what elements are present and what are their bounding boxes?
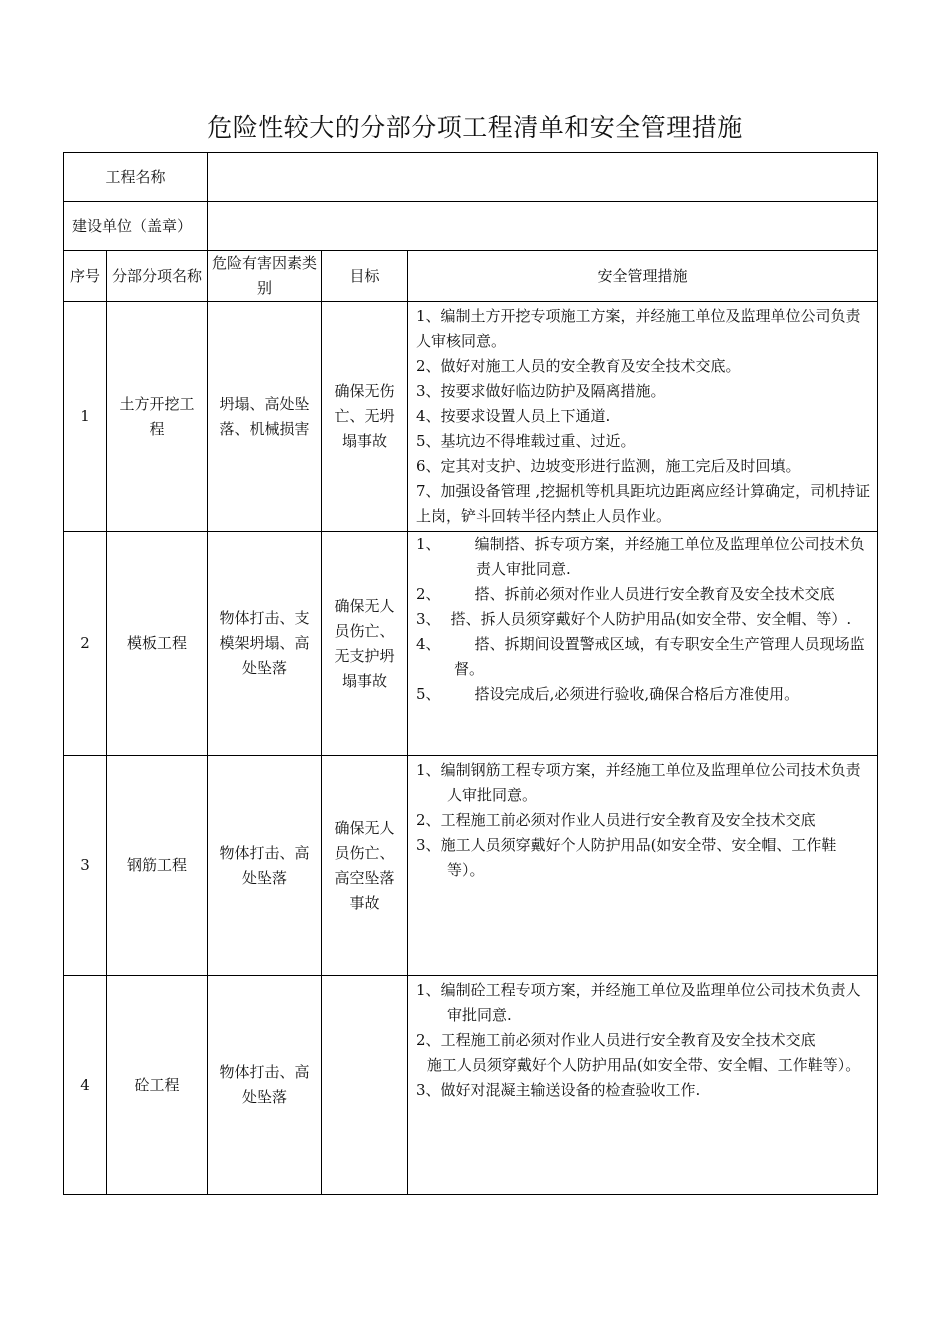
- measure-num: 3、: [416, 836, 441, 854]
- builder-value: [208, 202, 878, 251]
- row-hazard: 坍塌、高处坠落、机械损害: [208, 302, 322, 532]
- measure-text: 搭、拆人员须穿戴好个人防护用品(如安全带、安全帽、等）.: [450, 610, 852, 628]
- row-item: 模板工程: [107, 532, 208, 756]
- header-item: 分部分项名称: [107, 251, 208, 302]
- measure-item: [416, 833, 871, 883]
- hazard-table: [63, 152, 878, 1195]
- builder-label: 建设单位（盖章）: [64, 202, 208, 251]
- header-measures: 安全管理措施: [408, 251, 878, 302]
- row-goal: [322, 976, 408, 1195]
- measure-item: [416, 582, 871, 607]
- measure-num: 1、: [416, 981, 441, 999]
- measure-item: [416, 682, 871, 707]
- table-row: [64, 532, 878, 756]
- header-row: [64, 251, 878, 302]
- measure-item: [416, 758, 871, 808]
- measure-item: 1、编制土方开挖专项施工方案，并经施工单位及监理单位公司负责人审核同意。: [416, 307, 861, 350]
- measure-num: 2、: [416, 585, 441, 603]
- measure-text: 搭、拆期间设置警戒区域，有专职安全生产管理人员现场监督。: [454, 635, 865, 678]
- measure-num: 1、: [416, 535, 441, 553]
- row-seq: 2: [64, 532, 107, 756]
- measure-item: [416, 607, 871, 632]
- measure-text: 工程施工前必须对作业人员进行安全教育及安全技术交底: [440, 1031, 816, 1049]
- row-measures: [408, 302, 878, 532]
- measure-num: 2、: [416, 811, 441, 829]
- measure-text: 施工人员须穿戴好个人防护用品(如安全带、安全帽、工作鞋等）。: [440, 836, 837, 879]
- measure-item: [416, 1078, 871, 1103]
- measure-item: [416, 632, 871, 682]
- row-measures: [408, 976, 878, 1195]
- measure-item: [416, 808, 871, 833]
- row-seq: 3: [64, 756, 107, 976]
- measure-item: [416, 1028, 871, 1053]
- measure-item: 7、加强设备管理 ,挖掘机等机具距坑边距离应经计算确定，司机持证上岗，铲斗回转半径内禁止人员作业。: [416, 482, 871, 525]
- page-title: 危险性较大的分部分项工程清单和安全管理措施: [207, 113, 743, 142]
- table-row: [64, 302, 878, 532]
- measure-item: 4、按要求设置人员上下通道.: [416, 407, 611, 425]
- row-goal: 确保无人员伤亡、无支护坍塌事故: [322, 532, 408, 756]
- measure-item: 5、基坑边不得堆载过重、过近。: [416, 432, 636, 450]
- measure-text: 编制砼工程专项方案，并经施工单位及监理单位公司技术负责人审批同意.: [440, 981, 861, 1024]
- project-name-label: 工程名称: [64, 153, 208, 202]
- row-measures: [408, 532, 878, 756]
- header-seq: 序号: [64, 251, 107, 302]
- measure-text: 3、做好对混凝主输送设备的检查验收工作.: [416, 1081, 701, 1099]
- measure-text: 编制钢筋工程专项方案，并经施工单位及监理单位公司技术负责人审批同意。: [440, 761, 861, 804]
- measure-text: 编制搭、拆专项方案，并经施工单位及监理单位公司技术负责人审批同意.: [474, 535, 865, 578]
- row-seq: 1: [64, 302, 107, 532]
- measure-item: [416, 1053, 871, 1078]
- header-goal: 目标: [322, 251, 408, 302]
- measure-text: 工程施工前必须对作业人员进行安全教育及安全技术交底: [440, 811, 816, 829]
- measure-num: 5、: [416, 685, 441, 703]
- row-hazard: 物体打击、支模架坍塌、高处坠落: [208, 532, 322, 756]
- row-hazard: 物体打击、高处坠落: [208, 756, 322, 976]
- measure-item: 2、做好对施工人员的安全教育及安全技术交底。: [416, 357, 741, 375]
- row-item: 土方开挖工程: [107, 302, 208, 532]
- row-goal: 确保无人员伤亡、高空坠落事故: [322, 756, 408, 976]
- measure-item: 6、定其对支护、边坡变形进行监测，施工完后及时回填。: [416, 457, 801, 475]
- measure-text: 施工人员须穿戴好个人防护用品(如安全带、安全帽、工作鞋等）。: [426, 1056, 861, 1074]
- row-measures: [408, 756, 878, 976]
- project-name-value: [208, 153, 878, 202]
- row-goal: 确保无伤亡、无坍塌事故: [322, 302, 408, 532]
- builder-row: [64, 202, 878, 251]
- table-row: [64, 756, 878, 976]
- measure-item: [416, 532, 871, 582]
- measure-num: 3、: [416, 610, 441, 628]
- row-item: 砼工程: [107, 976, 208, 1195]
- row-hazard: 物体打击、高处坠落: [208, 976, 322, 1195]
- measure-num: 2、: [416, 1031, 441, 1049]
- row-seq: 4: [64, 976, 107, 1195]
- header-hazard: 危险有害因素类别: [208, 251, 322, 302]
- measure-item: [416, 978, 871, 1028]
- measure-num: 1、: [416, 761, 441, 779]
- measure-item: 3、按要求做好临边防护及隔离措施。: [416, 382, 666, 400]
- row-item: 钢筋工程: [107, 756, 208, 976]
- measure-text: 搭设完成后,必须进行验收,确保合格后方准使用。: [474, 685, 800, 703]
- table-row: [64, 976, 878, 1195]
- project-name-row: [64, 153, 878, 202]
- measure-text: 搭、拆前必须对作业人员进行安全教育及安全技术交底: [474, 585, 835, 603]
- measure-num: 4、: [416, 635, 441, 653]
